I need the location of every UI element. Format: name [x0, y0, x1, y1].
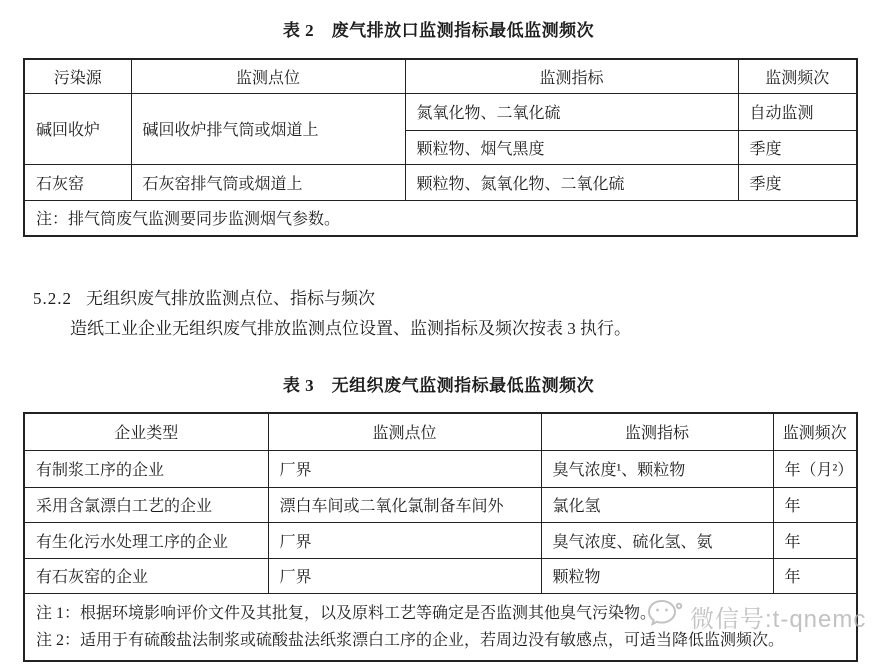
- table3-cell-type-limekiln: 有石灰窑的企业: [24, 558, 268, 593]
- section-title: 无组织废气排放监测点位、指标与频次: [86, 289, 375, 308]
- table3-cell-frequency-chlorine-bleach: 年: [773, 487, 857, 522]
- table2-note: 注：排气筒废气监测要同步监测烟气参数。: [24, 200, 857, 236]
- table2-header-monitor-indicator: 监测指标: [405, 59, 738, 93]
- table3-cell-point-pulping: 厂界: [268, 450, 541, 487]
- table2-cell-point-alkali: 碱回收炉排气筒或烟道上: [131, 93, 405, 164]
- table3-notes: [24, 593, 857, 661]
- table3-cell-point-biochemical: 厂界: [268, 522, 541, 558]
- table2-header-pollution-source: 污染源: [24, 59, 131, 93]
- table3-cell-frequency-limekiln: 年: [773, 558, 857, 593]
- table3-note-2: 注 2：适用于有硫酸盐法制浆或硫酸盐法纸浆漂白工序的企业，若周边没有敏感点，可适当降低监测频次。: [36, 631, 785, 649]
- table3-cell-point-chlorine-bleach: 漂白车间或二氧化氯制备车间外: [268, 487, 541, 522]
- table3-notes-row: [24, 593, 857, 661]
- table2-cell-indicator-particulate: 颗粒物、烟气黑度: [405, 130, 738, 164]
- table3-cell-indicator-pulping: 臭气浓度¹、颗粒物: [541, 450, 773, 487]
- table2-cell-source-limekiln: 石灰窑: [24, 164, 131, 200]
- table2-cell-frequency-quarterly: 季度: [738, 130, 857, 164]
- table-row: [24, 450, 857, 487]
- table3-header-enterprise-type: 企业类型: [24, 413, 268, 450]
- table2-cell-indicator-limekiln: 颗粒物、氮氧化物、二氧化硫: [405, 164, 738, 200]
- table3-cell-indicator-biochemical: 臭气浓度、硫化氢、氨: [541, 522, 773, 558]
- table3-header-monitor-point: 监测点位: [268, 413, 541, 450]
- table2-header-row: [24, 59, 857, 93]
- table3-fugitive-emission: [23, 412, 858, 662]
- table2-cell-frequency-auto: 自动监测: [738, 93, 857, 130]
- section-paragraph: 造纸工业企业无组织废气排放监测点位设置、监测指标及频次按表 3 执行。: [70, 319, 631, 338]
- table2-cell-point-limekiln: 石灰窑排气筒或烟道上: [131, 164, 405, 200]
- table3-cell-frequency-biochemical: 年: [773, 522, 857, 558]
- table3-cell-type-biochemical: 有生化污水处理工序的企业: [24, 522, 268, 558]
- table3-note-1: 注 1：根据环境影响评价文件及其批复，以及原料工艺等确定是否监测其他臭气污染物。: [36, 604, 657, 622]
- table-row: [24, 558, 857, 593]
- table3-header-monitor-indicator: 监测指标: [541, 413, 773, 450]
- section-number: 5.2.2: [33, 289, 72, 308]
- watermark-text: 微信号:t-qnemc: [690, 605, 867, 633]
- table-row: [24, 522, 857, 558]
- table-row: [24, 93, 857, 130]
- table3-header-monitor-frequency: 监测频次: [773, 413, 857, 450]
- table2-note-row: [24, 200, 857, 236]
- table3-cell-frequency-pulping: 年（月²）: [773, 450, 857, 487]
- table-row: [24, 164, 857, 200]
- table3-caption: 表 3 无组织废气监测指标最低监测频次: [282, 376, 595, 395]
- table3-cell-type-pulping: 有制浆工序的企业: [24, 450, 268, 487]
- table3-cell-indicator-chlorine-bleach: 氯化氢: [541, 487, 773, 522]
- table2-header-monitor-point: 监测点位: [131, 59, 405, 93]
- table3-cell-indicator-limekiln: 颗粒物: [541, 558, 773, 593]
- table2-cell-frequency-limekiln: 季度: [738, 164, 857, 200]
- table3-cell-point-limekiln: 厂界: [268, 558, 541, 593]
- table2-caption: 表 2 废气排放口监测指标最低监测频次: [282, 21, 595, 40]
- table2-cell-indicator-nox-so2: 氮氧化物、二氧化硫: [405, 93, 738, 130]
- table3-cell-type-chlorine-bleach: 采用含氯漂白工艺的企业: [24, 487, 268, 522]
- section-heading-522: [33, 284, 375, 309]
- table2-header-monitor-frequency: 监测频次: [738, 59, 857, 93]
- table2-emission-outlet: [23, 58, 858, 237]
- table2-cell-source-alkali: 碱回收炉: [24, 93, 131, 164]
- table3-header-row: [24, 413, 857, 450]
- table-row: [24, 487, 857, 522]
